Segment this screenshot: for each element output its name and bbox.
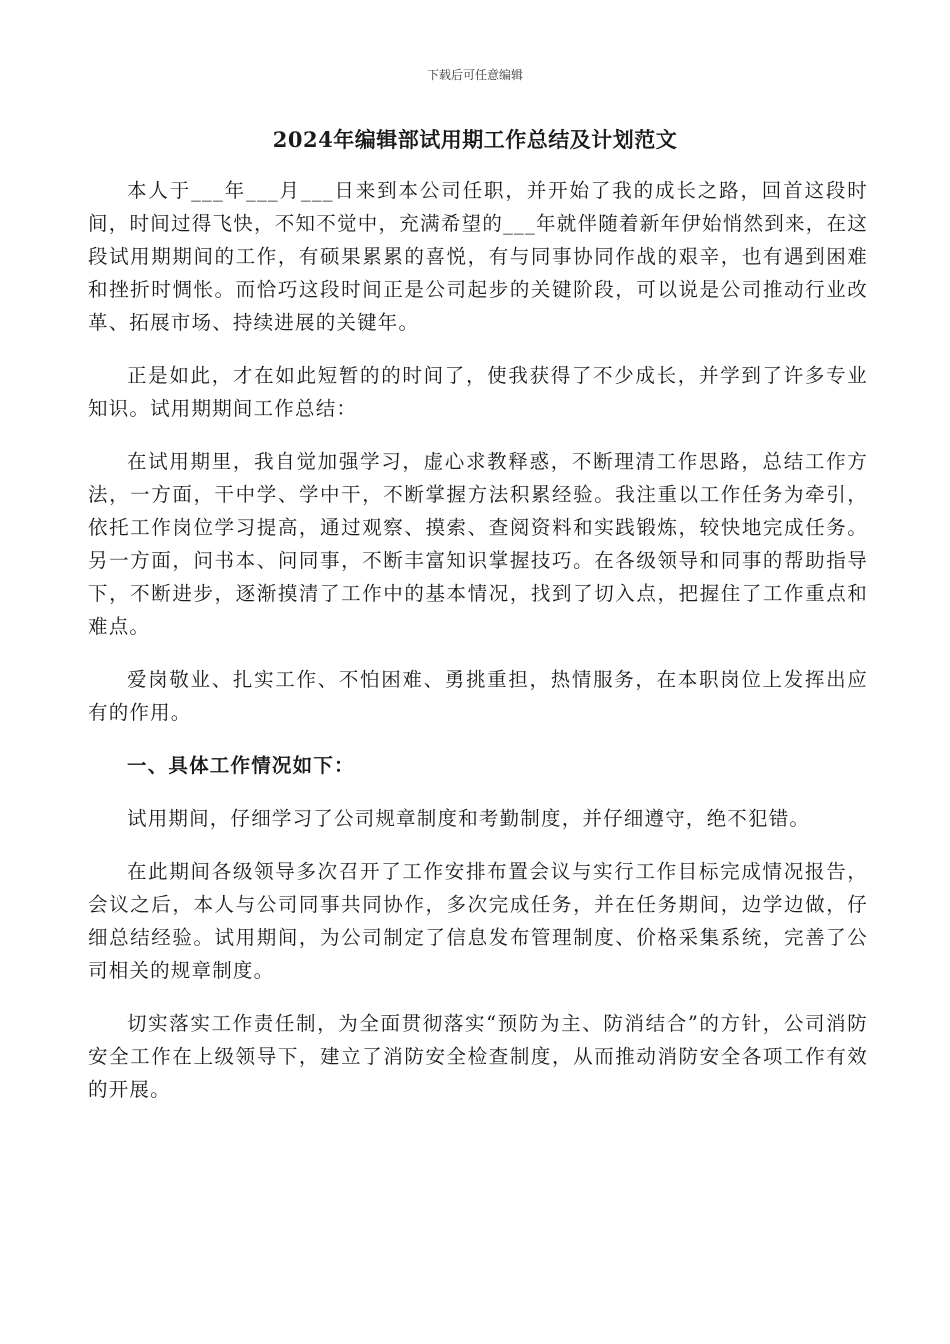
section-heading-work-details: 一、具体工作情况如下： [127, 754, 355, 777]
paragraph-rules: 试用期间，仔细学习了公司规章制度和考勤制度，并仔细遵守，绝不犯错。 [127, 807, 811, 830]
document-body [88, 174, 868, 1126]
paragraph-meetings: 在此期间各级领导多次召开了工作安排布置会议与实行工作目标完成情况报告，会议之后，本人与公司同事共同协作，多次完成任务，并在任务期间，边学边做，仔细总结经验。试用期间，为公司制定了信息发布管理制度、价格采集系统，完善了公司相关的规章制度。 [88, 860, 868, 982]
paragraph-dedication: 爱岗敬业、扎实工作、不怕困难、勇挑重担，热情服务，在本职岗位上发挥出应有的作用。 [88, 668, 868, 724]
document-title: 2024年编辑部试用期工作总结及计划范文 [272, 127, 678, 152]
paragraph-intro: 本人于___年___月___日来到本公司任职，并开始了我的成长之路，回首这段时间，时间过得飞快，不知不觉中，充满希望的___年就伴随着新年伊始悄然到来，在这段试用期期间的工作，有硕果累累的喜悦，有与同事协同作战的艰辛，也有遇到困难和挫折时惆怅。而恰巧这段时间正是公司起步的关键阶段，可以说是公司推动行业改革、拓展市场、持续进展的关键年。 [88, 179, 868, 334]
paragraph-growth: 正是如此，才在如此短暂的的时间了，使我获得了不少成长，并学到了许多专业知识。试用期期间工作总结： [88, 364, 868, 420]
paragraph-learning: 在试用期里，我自觉加强学习，虚心求教释惑，不断理清工作思路，总结工作方法，一方面，干中学、学中干，不断掌握方法积累经验。我注重以工作任务为牵引，依托工作岗位学习提高，通过观察、摸索、查阅资料和实践锻炼，较快地完成任务。另一方面，问书本、问同事，不断丰富知识掌握技巧。在各级领导和同事的帮助指导下，不断进步，逐渐摸清了工作中的基本情况，找到了切入点，把握住了工作重点和难点。 [88, 450, 868, 638]
download-note: 下载后可任意编辑 [426, 68, 523, 82]
paragraph-fire-safety: 切实落实工作责任制，为全面贯彻落实“预防为主、防消结合”的方针，公司消防安全工作在上级领导下，建立了消防安全检查制度，从而推动消防安全各项工作有效的开展。 [88, 1012, 868, 1101]
